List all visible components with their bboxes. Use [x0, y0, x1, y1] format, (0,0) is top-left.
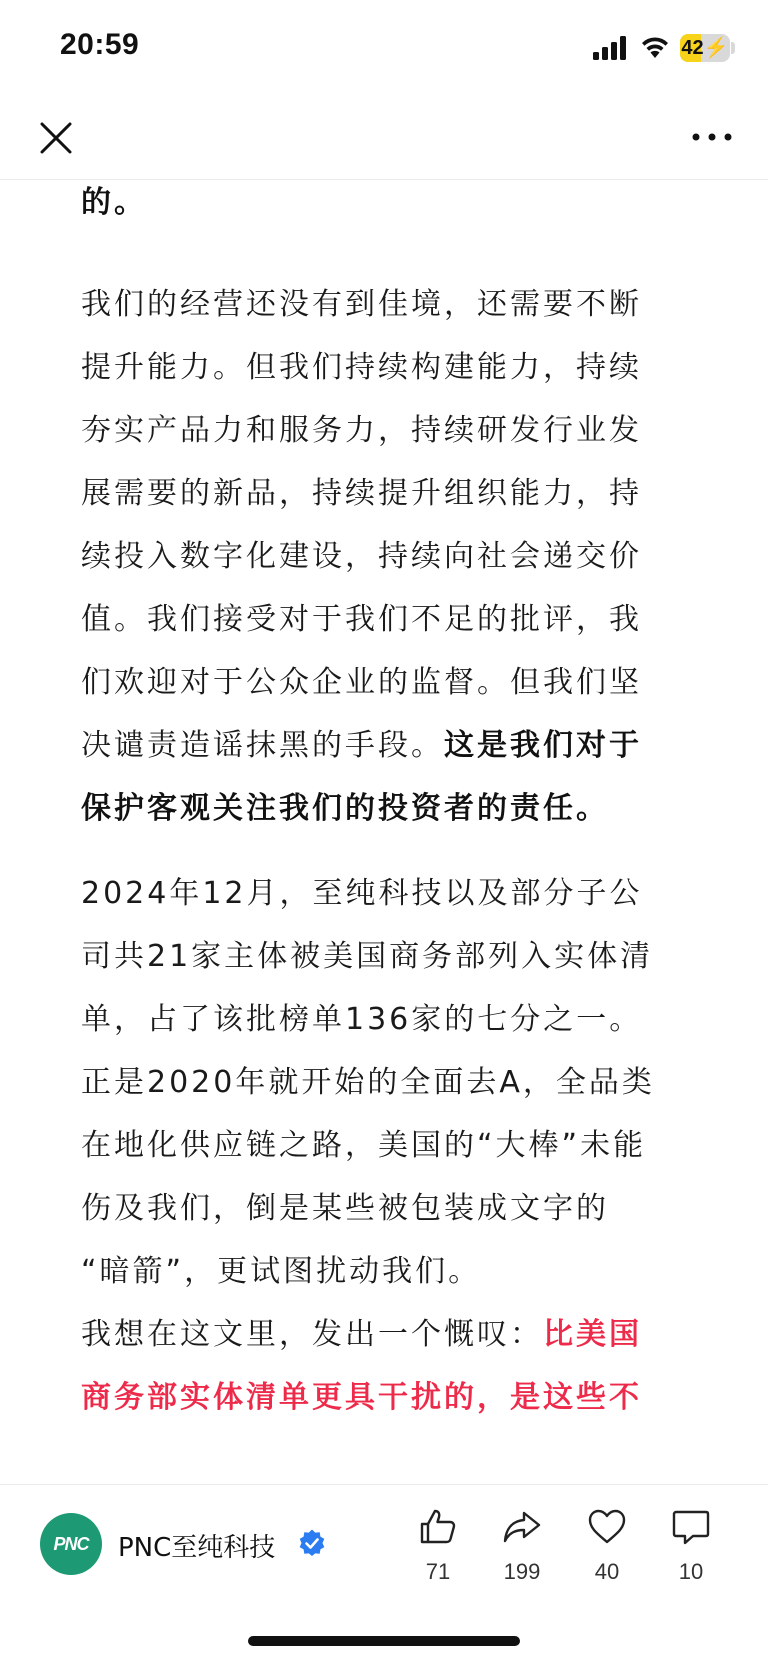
favorite-count: 40 [594, 1559, 620, 1584]
text-line: 单，占了该批榜单136家的七分之一。 [81, 1002, 643, 1037]
paragraph-2 [81, 862, 687, 1429]
text-line: 伤及我们，倒是某些被包装成文字的 [81, 1191, 609, 1226]
text-line: 我们的经营还没有到佳境，还需要不断 [81, 287, 642, 322]
share-icon [502, 1507, 542, 1547]
highlighted-text: 比美国 [543, 1317, 642, 1352]
text-line: 们欢迎对于公众企业的监督。但我们坚 [81, 665, 642, 700]
share-count: 199 [503, 1559, 541, 1584]
text-line: 正是2020年就开始的全面去A，全品类 [81, 1065, 655, 1100]
bold-text: 这是我们对于 [444, 728, 642, 763]
thumbs-up-icon [418, 1507, 458, 1547]
paragraph-1 [81, 273, 687, 840]
text-line: 在地化供应链之路，美国的“大棒”未能 [81, 1128, 647, 1163]
avatar-logo-text: PNC [53, 1534, 89, 1554]
status-time: 20:59 [60, 28, 140, 61]
status-bar [0, 0, 768, 100]
text-line: 我想在这文里，发出一个慨叹：比美国 [81, 1317, 642, 1352]
text-line: 决谴责造谣抹黑的手段。这是我们对于 [81, 728, 642, 763]
text-line: 夯实产品力和服务力，持续研发行业发 [81, 413, 642, 448]
text-line: 2024年12月，至纯科技以及部分子公 [81, 876, 643, 911]
text-line: 续投入数字化建设，持续向社会递交价 [81, 539, 642, 574]
share-button[interactable] [492, 1507, 552, 1597]
text-line: 值。我们接受对于我们不足的批评，我 [81, 602, 642, 637]
text-line [81, 1366, 687, 1429]
text-line: 提升能力。但我们持续构建能力，持续 [81, 350, 642, 385]
home-indicator[interactable] [248, 1636, 520, 1646]
text-line: 司共21家主体被美国商务部列入实体清 [81, 939, 654, 974]
paragraph-0 [81, 171, 687, 234]
like-button[interactable] [408, 1507, 468, 1597]
comment-button[interactable] [661, 1507, 721, 1597]
signal-icon [593, 36, 627, 60]
battery-level: 42⚡ [681, 37, 729, 59]
bold-text: 保护客观关注我们的投资者的责任。 [81, 791, 609, 826]
wifi-icon [640, 34, 670, 60]
bold-text: 的。 [81, 185, 147, 220]
nav-bar [0, 100, 768, 180]
close-icon[interactable] [36, 118, 76, 158]
text-line [81, 777, 687, 840]
favorite-button[interactable] [577, 1507, 637, 1597]
highlighted-text: 商务部实体清单更具干扰的，是这些不 [81, 1380, 642, 1415]
battery-indicator [680, 34, 730, 62]
text-line: 展需要的新品，持续提升组织能力，持 [81, 476, 642, 511]
like-count: 71 [425, 1559, 451, 1584]
avatar[interactable] [40, 1513, 102, 1575]
heart-icon [587, 1507, 627, 1547]
comment-icon [671, 1507, 711, 1547]
text-line: “暗箭”，更试图扰动我们。 [81, 1254, 482, 1289]
account-name[interactable]: PNC至纯科技 [118, 1533, 276, 1563]
article-body [0, 171, 768, 1484]
more-icon[interactable] [688, 122, 736, 152]
verified-badge-icon [298, 1529, 326, 1557]
comment-count: 10 [678, 1559, 704, 1584]
battery-cap [731, 42, 735, 54]
